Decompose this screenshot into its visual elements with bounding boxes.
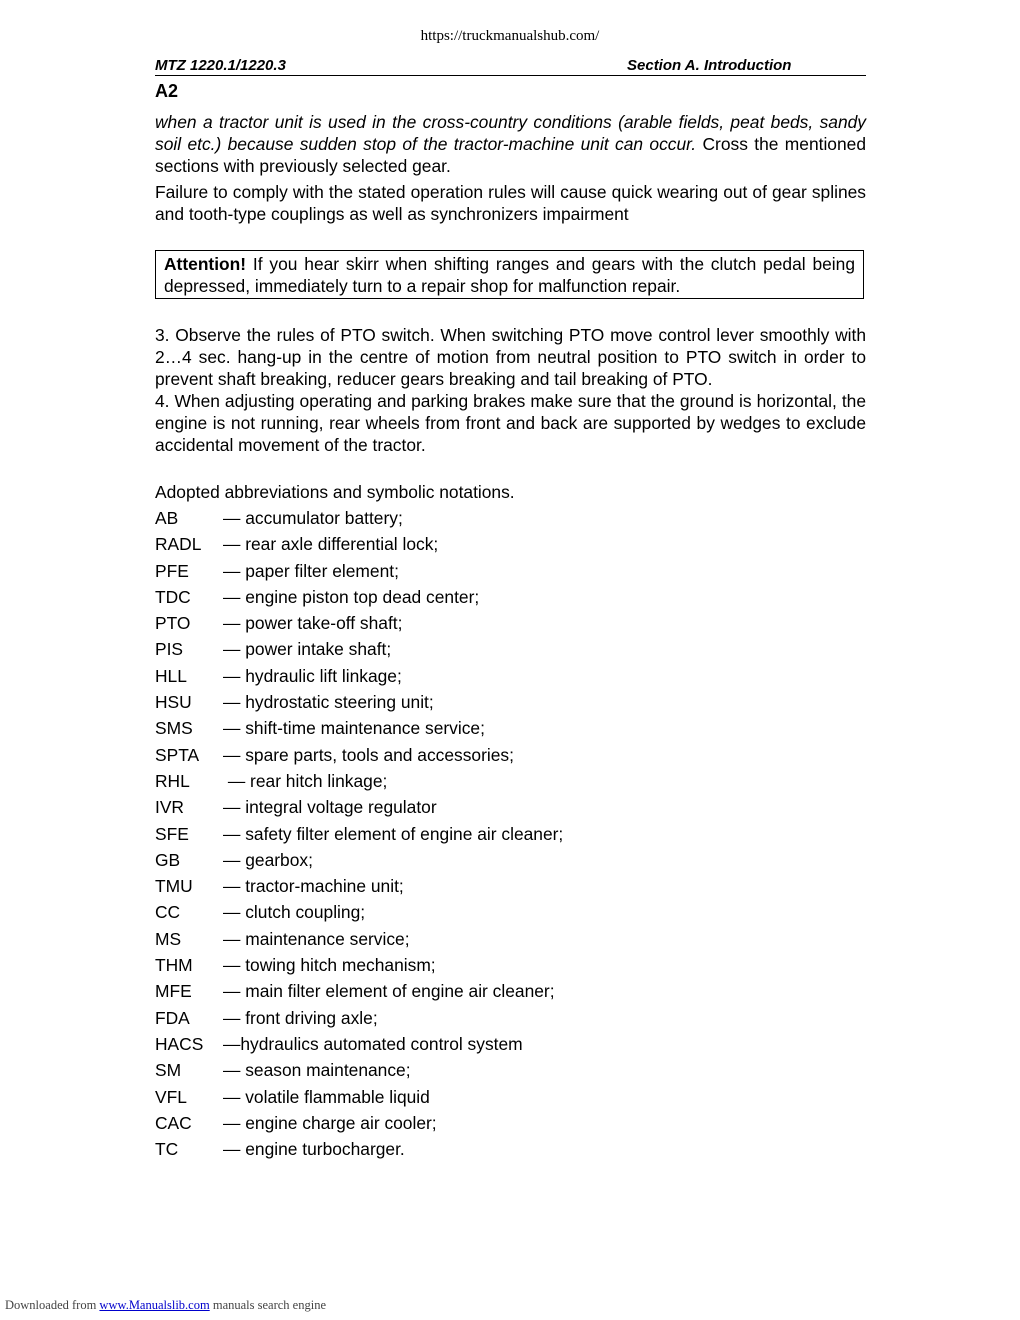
abbreviation-meaning: — front driving axle; bbox=[223, 1007, 378, 1028]
abbreviation-meaning: — rear axle differential lock; bbox=[223, 534, 439, 555]
paragraph-1-normal: Cross the mentioned sections with previously selected gear. bbox=[155, 134, 866, 176]
paragraph-1 bbox=[155, 111, 866, 177]
abbreviation-row bbox=[155, 744, 866, 770]
rule-3: 3. Observe the rules of PTO switch. When switching PTO move control lever smoothly with 2…4 sec. hang-up in the centre of motion from neutral position to PTO switch in order to prevent shaft breaking, reducer gears breaking and tail breaking of PTO. bbox=[155, 325, 866, 389]
abbreviation-row bbox=[155, 638, 866, 664]
abbreviation-row bbox=[155, 691, 866, 717]
abbreviation-code: AB bbox=[155, 508, 179, 528]
abbreviation-meaning: — paper filter element; bbox=[223, 560, 399, 581]
abbreviation-code: SPTA bbox=[155, 744, 200, 765]
abbreviation-row bbox=[155, 1033, 866, 1059]
abbreviation-row bbox=[155, 1086, 866, 1112]
abbreviation-code: MS bbox=[155, 928, 182, 949]
abbreviation-row bbox=[155, 823, 866, 849]
attention-text: If you hear skirr when shifting ranges and gears with the clutch pedal being depressed, immediately turn to a repair shop for malfunction repair. bbox=[164, 254, 855, 296]
abbreviation-row bbox=[155, 954, 866, 980]
abbreviation-code: VFL bbox=[155, 1086, 187, 1107]
abbreviation-row bbox=[155, 665, 866, 691]
abbreviation-meaning: — engine turbocharger. bbox=[223, 1139, 405, 1160]
abbreviation-row bbox=[155, 586, 866, 612]
abbreviation-row bbox=[155, 980, 866, 1006]
abbreviation-meaning: —hydraulics automated control system bbox=[223, 1033, 523, 1054]
abbreviation-row bbox=[155, 507, 866, 533]
abbreviation-code: GB bbox=[155, 849, 181, 870]
abbreviation-row bbox=[155, 533, 866, 559]
abbreviation-meaning: — power intake shaft; bbox=[223, 639, 392, 660]
abbreviation-code: CC bbox=[155, 902, 181, 923]
paragraph-2: Failure to comply with the stated operation rules will cause quick wearing out of gear splines and tooth-type couplings as well as synchronizers impairment bbox=[155, 182, 866, 224]
abbreviation-meaning: — hydraulic lift linkage; bbox=[223, 665, 402, 686]
paragraph-1-italic: when a tractor unit is used in the cross-country conditions (arable fields, peat beds, sandy soil etc.) because sudden stop of the tractor-machine unit can occur. bbox=[155, 112, 866, 154]
abbreviation-row bbox=[155, 717, 866, 743]
abbreviation-meaning: — season maintenance; bbox=[223, 1060, 411, 1081]
abbreviation-code: HACS bbox=[155, 1033, 204, 1054]
abbreviation-code: HLL bbox=[155, 665, 187, 686]
rules-text bbox=[155, 324, 866, 456]
abbreviation-code: SFE bbox=[155, 823, 189, 844]
abbreviation-row bbox=[155, 1112, 866, 1138]
abbreviation-row bbox=[155, 770, 866, 796]
abbreviation-code: MFE bbox=[155, 981, 192, 1002]
footer-suffix: manuals search engine bbox=[209, 1298, 326, 1312]
abbreviations-title: Adopted abbreviations and symbolic notations. bbox=[155, 482, 515, 502]
abbreviation-code: PIS bbox=[155, 639, 184, 660]
abbreviations-list bbox=[155, 507, 866, 1164]
abbreviation-meaning: — safety filter element of engine air cleaner; bbox=[223, 823, 564, 844]
abbreviation-row bbox=[155, 849, 866, 875]
footer-link[interactable]: www.Manualslib.com bbox=[99, 1298, 210, 1312]
abbreviation-row bbox=[155, 1059, 866, 1085]
abbreviation-code: HSU bbox=[155, 692, 192, 713]
abbreviation-code: SM bbox=[155, 1060, 182, 1081]
abbreviation-meaning: — engine piston top dead center; bbox=[223, 586, 480, 607]
abbreviation-meaning: — accumulator battery; bbox=[223, 508, 403, 528]
abbreviation-code: TC bbox=[155, 1139, 179, 1160]
abbreviation-meaning: — power take-off shaft; bbox=[223, 613, 403, 634]
abbreviation-meaning: — volatile flammable liquid bbox=[223, 1086, 430, 1107]
abbreviation-meaning: — spare parts, tools and accessories; bbox=[223, 744, 514, 765]
abbreviation-code: THM bbox=[155, 955, 193, 976]
abbreviation-code: RADL bbox=[155, 534, 202, 555]
abbreviation-row bbox=[155, 875, 866, 901]
page-number: A2 bbox=[155, 81, 179, 101]
abbreviation-code: RHL bbox=[155, 770, 190, 791]
abbreviation-code: TMU bbox=[155, 876, 193, 897]
source-url: https://truckmanualshub.com/ bbox=[420, 28, 600, 44]
abbreviation-meaning: — tractor-machine unit; bbox=[223, 876, 404, 897]
abbreviation-meaning: — main filter element of engine air cleaner; bbox=[223, 981, 555, 1002]
abbreviation-meaning: — clutch coupling; bbox=[223, 902, 366, 923]
abbreviation-code: TDC bbox=[155, 586, 191, 607]
abbreviation-meaning: — rear hitch linkage; bbox=[223, 770, 388, 791]
footer bbox=[5, 1298, 326, 1313]
abbreviation-meaning: — integral voltage regulator bbox=[223, 797, 437, 818]
abbreviation-meaning: — shift-time maintenance service; bbox=[223, 718, 485, 739]
section-title: Section A. Introduction bbox=[627, 57, 792, 74]
abbreviation-code: CAC bbox=[155, 1112, 192, 1133]
abbreviation-meaning: — engine charge air cooler; bbox=[223, 1112, 437, 1133]
page-header bbox=[155, 57, 866, 76]
abbreviation-row bbox=[155, 612, 866, 638]
abbreviation-row bbox=[155, 928, 866, 954]
abbreviation-meaning: — hydrostatic steering unit; bbox=[223, 692, 434, 713]
attention-box bbox=[155, 250, 864, 299]
abbreviation-code: PFE bbox=[155, 560, 189, 581]
abbreviation-code: IVR bbox=[155, 797, 184, 818]
abbreviation-row bbox=[155, 1138, 866, 1164]
abbreviation-meaning: — maintenance service; bbox=[223, 928, 410, 949]
abbreviation-code: SMS bbox=[155, 718, 193, 739]
model-title: MTZ 1220.1/1220.3 bbox=[155, 57, 286, 74]
abbreviation-row bbox=[155, 1007, 866, 1033]
footer-prefix: Downloaded from bbox=[5, 1298, 100, 1312]
abbreviation-meaning: — towing hitch mechanism; bbox=[223, 955, 436, 976]
abbreviation-code: FDA bbox=[155, 1007, 190, 1028]
intro-text bbox=[155, 111, 866, 225]
abbreviation-row bbox=[155, 560, 866, 586]
abbreviation-meaning: — gearbox; bbox=[223, 849, 313, 870]
abbreviation-code: PTO bbox=[155, 613, 191, 634]
abbreviation-row bbox=[155, 901, 866, 927]
attention-label: Attention! bbox=[164, 254, 247, 274]
rule-4: 4. When adjusting operating and parking brakes make sure that the ground is horizontal, the engine is not running, rear wheels from front and back are supported by wedges to exclude accidental movement of the tractor. bbox=[155, 391, 866, 455]
abbreviation-row bbox=[155, 796, 866, 822]
